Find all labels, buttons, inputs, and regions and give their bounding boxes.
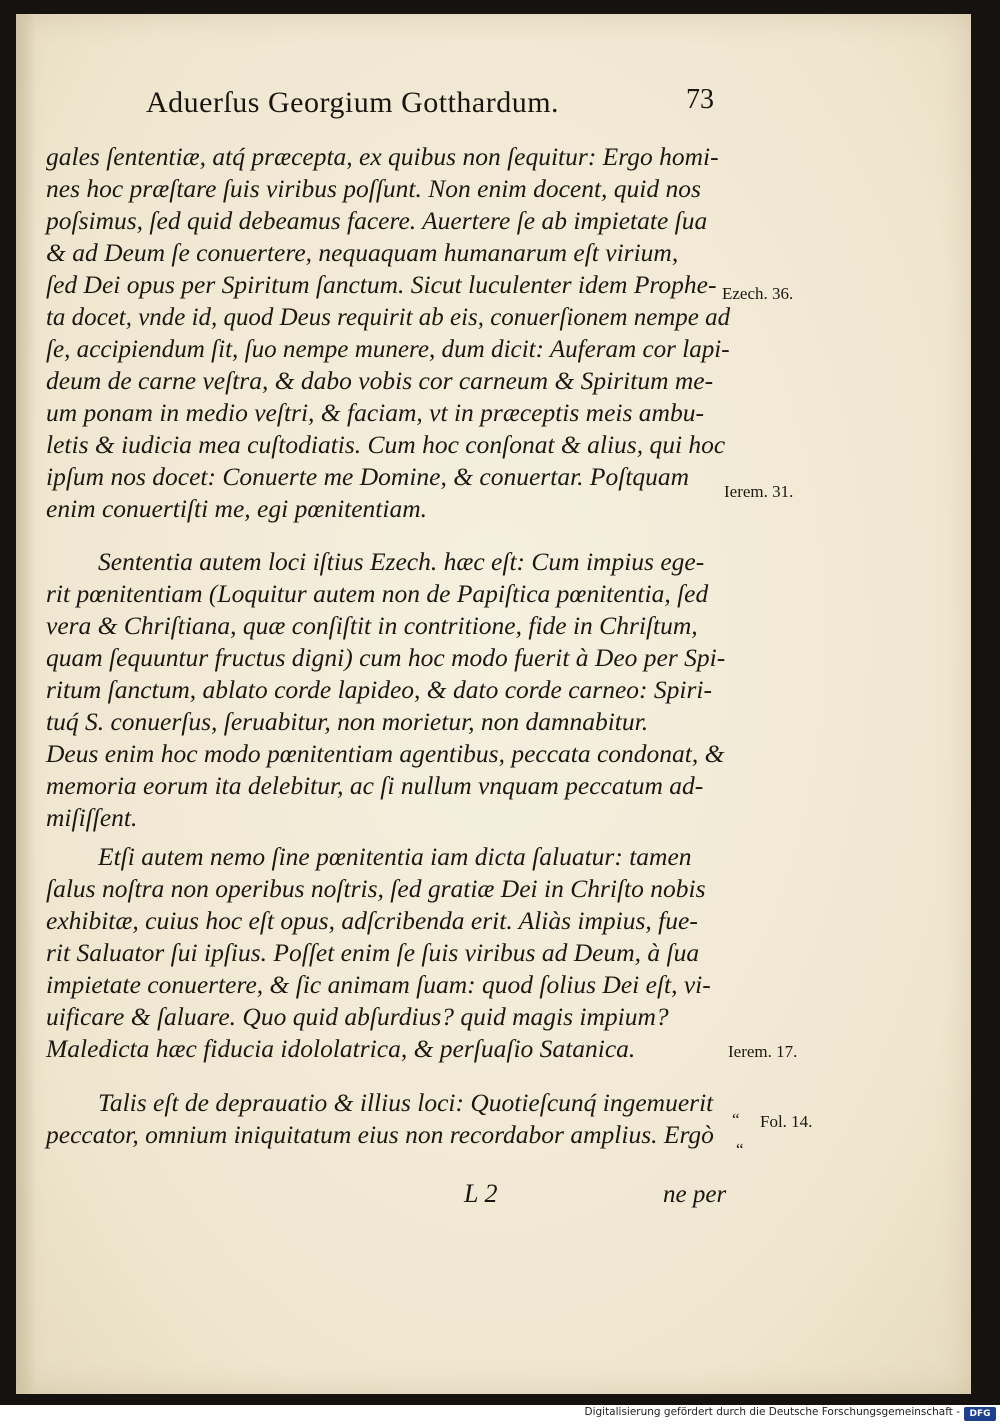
margin-note-fol-14: Fol. 14. (760, 1112, 813, 1131)
text-line: ipſum nos docet: Conuerte me Domine, & conuertar. Poſtquam (46, 462, 690, 491)
text-line: tuq́ S. conuerſus, ſeruabitur, non morietur, non damnabitur. (46, 707, 649, 736)
margin-note-ierem-17: Ierem. 17. (728, 1042, 798, 1061)
text-line: deum de carne veſtra, & dabo vobis cor carneum & Spiritum me- (46, 366, 714, 395)
text-line: letis & iudicia mea cuſtodiatis. Cum hoc conſonat & alius, qui hoc (46, 430, 726, 459)
text-line: enim conuertiſti me, egi pœnitentiam. (46, 494, 428, 523)
text-line: rit pœnitentiam (Loquitur autem non de Papiſtica pœnitentia, ſed (46, 579, 709, 608)
text-line: ſe, accipiendum ſit, ſuo nempe munere, dum dicit: Auferam cor lapi- (46, 334, 730, 363)
text-line: ta docet, vnde id, quod Deus requirit ab eis, conuerſionem nempe ad (46, 302, 731, 331)
running-head: Aduerſus Georgium Gotthardum. (146, 86, 560, 119)
margin-note-ezech: Ezech. 36. (722, 284, 794, 303)
text-line: rit Saluator ſui ipſius. Poſſet enim ſe ſuis viribus ad Deum, à ſua (46, 938, 700, 967)
dfg-logo: DFG (964, 1407, 996, 1421)
text-line: uificare & ſaluare. Quo quid abſurdius? quid magis impium? (46, 1002, 669, 1031)
text-line: poſsimus, ſed quid debeamus facere. Auertere ſe ab impietate ſua (46, 206, 708, 235)
page-gutter-shadow (16, 14, 36, 1394)
text-line: vera & Chriſtiana, quæ conſiſtit in contritione, fide in Chriſtum, (46, 611, 698, 640)
text-line: gales ſententiæ, atq́ præcepta, ex quibus non ſequitur: Ergo homi- (46, 142, 719, 171)
text-line: quam ſequuntur fructus digni) cum hoc modo fuerit à Deo per Spi- (46, 643, 726, 672)
page-number: 73 (686, 84, 714, 115)
text-line: ſed Dei opus per Spiritum ſanctum. Sicut luculenter idem Prophe- (46, 270, 717, 299)
margin-quote-mark: “ (732, 1110, 740, 1129)
text-line: Maledicta hæc fiducia idololatrica, & perſuaſio Satanica. (46, 1034, 636, 1063)
text-line: ritum ſanctum, ablato corde lapideo, & dato corde carneo: Spiri- (46, 675, 712, 704)
text-line: Deus enim hoc modo pœnitentiam agentibus, peccata condonat, & (46, 739, 725, 768)
text-line: impietate conuertere, & ſic animam ſuam: quod ſolius Dei eſt, vi- (46, 970, 711, 999)
margin-note-ierem-31: Ierem. 31. (724, 482, 794, 501)
text-line: nes hoc præſtare ſuis viribus poſſunt. Non enim docent, quid nos (46, 174, 701, 203)
text-line: & ad Deum ſe conuertere, nequaquam humanarum eſt virium, (46, 238, 679, 267)
text-line: Talis eſt de deprauatio & illius loci: Quotieſcunq́ ingemuerit (98, 1088, 714, 1117)
text-line: Etſi autem nemo ſine pœnitentia iam dicta ſaluatur: tamen (98, 842, 692, 871)
digitization-notice: Digitalisierung gefördert durch die Deutsche Forschungsgemeinschaft - (584, 1406, 960, 1418)
text-line: miſiſſent. (46, 803, 138, 832)
text-line: Sententia autem loci iſtius Ezech. hæc eſt: Cum impius ege- (98, 547, 705, 576)
margin-quote-mark: “ (736, 1140, 744, 1159)
text-line: peccator, omnium iniquitatum eius non recordabor amplius. Ergò (46, 1120, 714, 1149)
catchword: ne per (663, 1181, 727, 1208)
text-line: memoria eorum ita delebitur, ac ſi nullum vnquam peccatum ad- (46, 771, 704, 800)
text-line: exhibitæ, cuius hoc eſt opus, adſcribenda erit. Aliàs impius, fue- (46, 906, 698, 935)
text-line: ſalus noſtra non operibus noſtris, ſed gratiæ Dei in Chriſto nobis (46, 874, 706, 903)
text-line: um ponam in medio veſtri, & faciam, vt in præceptis meis ambu- (46, 398, 704, 427)
book-page (16, 14, 971, 1394)
signature-mark: L 2 (464, 1179, 498, 1208)
